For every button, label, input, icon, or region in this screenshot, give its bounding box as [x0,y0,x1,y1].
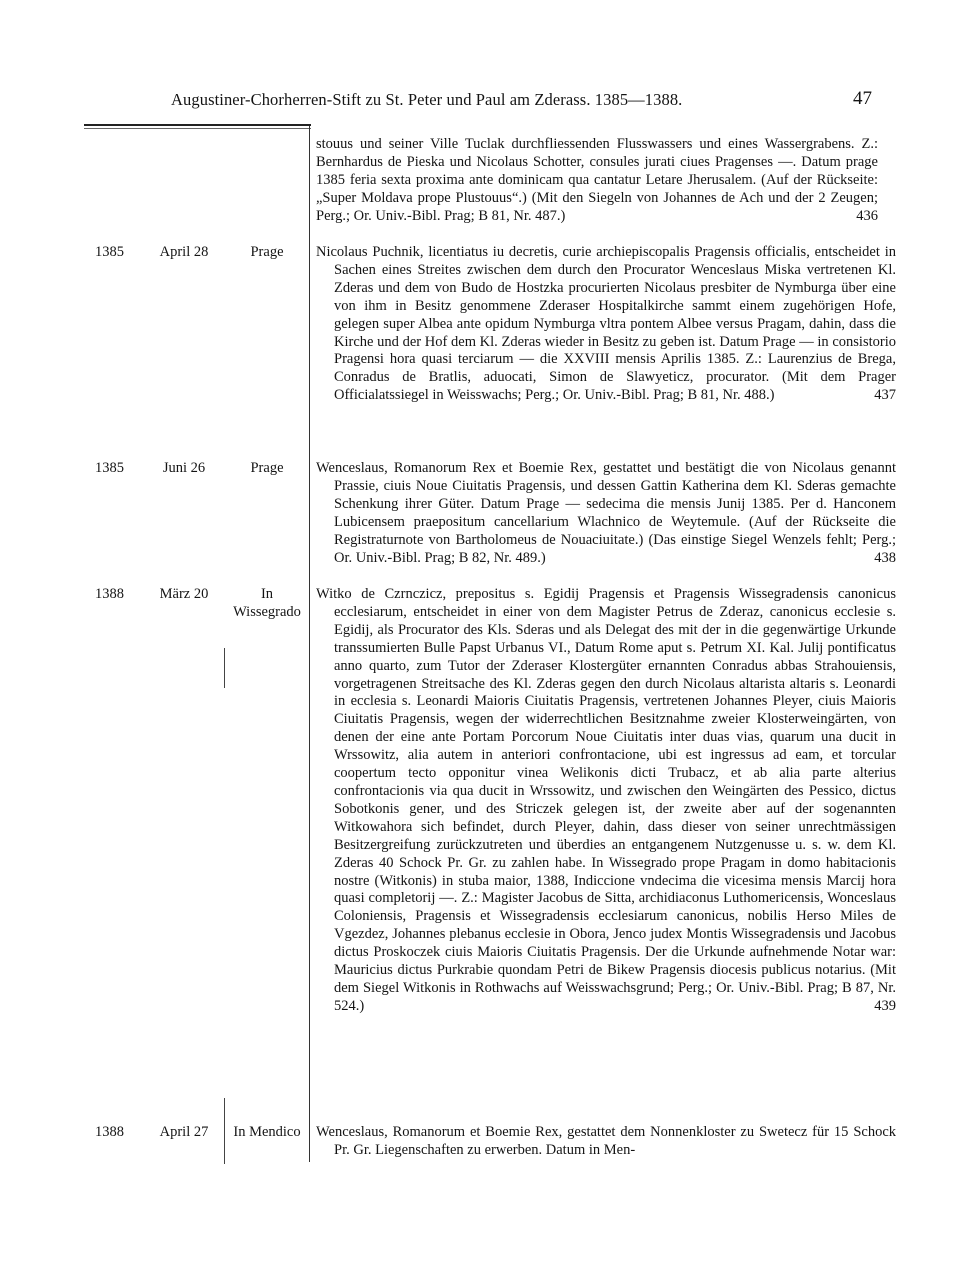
entry-number: 439 [874,997,896,1014]
entry-place: Prage [250,244,284,260]
column-divider [309,126,310,1162]
page-number: 47 [853,88,872,109]
entry-year: 1385 [95,460,124,476]
entry [316,244,896,405]
entry-text: Wenceslaus, Romanorum et Boemie Rex, gestattet dem Nonnenkloster zu Swetecz für 15 Schock Pr. Gr. Liegenschaften zu erwerben. Datum in Men- [316,1124,896,1158]
entry-date: Juni 26 [162,460,206,476]
entry-number: 437 [874,387,896,404]
entry-text: Witko de Czrnczicz, prepositus s. Egidij Pragensis et Pragensis Wissegradensis canonicus ecclesiarum, entscheidet in einer von dem Magister Petrus de Zderaz, canonicus ecclesie s. Egidij, als Procurator des Kls. Sderas und als Delegat des mit der in die gegenwärtige Urkunde transsumierten Bulle Papst Urbanus VI., Datum Rome aput s. Petrum XI. Kal. Julij pontificatus anno quarto, zum Tutor der Zderaser Klostergüter ernannten Conradus abbas Strahouiensis, vorgetragenen Streitsache des Kl. Zderas gegen den durch Nicolaus altarista altaris s. Leonardi in ecclesia s. Leonardi Maioris Ciuitatis Pragensis, vertretenen Johannes Pleyer, ciuis Maioris Ciuitatis Pragensis, wegen der widerrechtlichen Besitznahme zweier Klosterweingärten, von denen der eine ante Portam Porcorum Noue Ciuitatis inter duas vias, quarum una ducit in Wrssowitz, alia autem in anteriori confrontacione, ubi est ingressus ad eam, et torcular coopertum tecto opponitur vinea Welikonis dicti Trubacz, et ab alia parte alterius confrontacionis via qua ducit in Wrssowitz, und zwischen den Weingärten des Pessico, dictus Sobotkonis gener, und des Striczek gelegen ist, der zweite aber auf der sogenannten Witkowahora sich befindet, durch Pleyer, dahin, dass dieser von seiner unrechtmässigen Besitzergreifung zurückzutreten und überdies an entgangenem Nutzgenusse u. s. w. dem Kl. Zderas 40 Schock Pr. Gr. zu zahlen habe. In Wissegrado prope Pragam in domo habitacionis nostre (Witkonis) in stuba maior, 1388, Indiccione vndecima die vicesima mensis Marcij hora quasi completorij —. Z.: Magister Jacobus de Sitta, archidiaconus Luthomericensis, Wonceslaus Coloniensis, Pragensis et Wissegradensis ecclesiarum canonicus, nobilis Herso Miles de Vgezdez, Johannes plebanus ecclesie in Obora, Jenco judex Montis Wissegradensis und Jacobus dictus Proskoczek ciuis Maioris Ciuitatis Pragensis. Der die Urkunde aufnehmende Notar war: Mauricius dictus Purkrabie quondam Petri de Bikew Pragensis diocesis publicus notarius. (Mit dem Siegel Witkonis in Rothwachs auf Weisswachsgrund; Perg.; Or. Univ.-Bibl. Prag; B 87, Nr. 524.) [316,586,896,1014]
entry-place: In Wissegrado [233,586,301,620]
entry-place: In Mendico [233,1124,301,1140]
entry-date: April 27 [159,1124,209,1140]
margin-tick [224,648,225,688]
entry-continuation [316,136,878,226]
header-rule-thin [84,128,311,129]
entry [316,460,896,567]
entry-year: 1388 [95,1124,124,1140]
entry [316,586,896,1016]
entry-number: 438 [874,549,896,566]
entry-date: März 20 [159,586,209,602]
entry [316,1124,896,1160]
entry-date: April 28 [159,244,209,260]
running-header: Augustiner-Chorherren-Stift zu St. Peter und Paul am Zderass. 1385—1388. [171,90,683,109]
entry-year: 1388 [95,586,124,602]
entry-place: Prage [250,460,284,476]
entry-year: 1385 [95,244,124,260]
entry-text: stouus und seiner Ville Tuclak durchfliessenden Flusswassers und eines Wassergrabens. Z.: Bernhardus de Pieska und Nicolaus Schotter, consules jurati ciues Pragenses —. Datum prage 1385 feria sexta proxima ante dominicam qua cantatur Letare Jherusalem. (Auf der Rückseite: „Super Moldava prope Plustouus“.) (Mit den Siegeln von Johannes de Ach und der 2 Zeugen; Perg.; Or. Univ.-Bibl. Prag; B 81, Nr. 487.) [316,136,878,224]
margin-tick [224,1098,225,1164]
entry-number: 436 [856,207,878,224]
entry-text: Nicolaus Puchnik, licentiatus iu decretis, curie archiepiscopalis Pragensis officialis, entscheidet in Sachen eines Streites zwischen dem durch den Procurator Wenceslaus Miska vertretenen Kl. Zderas und dem von Budo de Hostzka procurierten Nicolaus presbiter de Nymburga über eine von ihm in Besitz genommene Zderaser Hospitalkirche sammt einem zugehörigen Hofe, gelegen super Albea ante opidum Nymburga vltra pontem Albee versus Pragam, dahin, dass die Kirche und der Hof dem Kl. Zderas wieder in Besitz zu geben ist. Datum Prage — in consistorio Pragensi hora quasi terciarum — die XXVIII mensis Aprilis 1385. Z.: Laurenzius de Brega, Conradus de Bratlis, aduocati, Simon de Slawyeticz, procurator. (Mit dem Prager Officialatssiegel in Weisswachs; Perg.; Or. Univ.-Bibl. Prag; B 81, Nr. 488.) [316,244,896,404]
entry-text: Wenceslaus, Romanorum Rex et Boemie Rex, gestattet und bestätigt die von Nicolaus genannt Prassie, ciuis Noue Ciuitatis Pragensis, und dessen Gattin Katherina dem Kl. Sderas gemachte Schenkung ihrer Güter. Datum Prage — sedecima die mensis Junij 1385. Per d. Hanconem Lubicensem praepositum cancellarium Wlachnico de Weytemule. (Auf der Rückseite die Registraturnote von Bartholomeus de Nouaciuitate.) (Das einstige Siegel Wenzels fehlt; Perg.; Or. Univ.-Bibl. Prag; B 82, Nr. 489.) [316,460,896,566]
header-rule [84,124,311,126]
